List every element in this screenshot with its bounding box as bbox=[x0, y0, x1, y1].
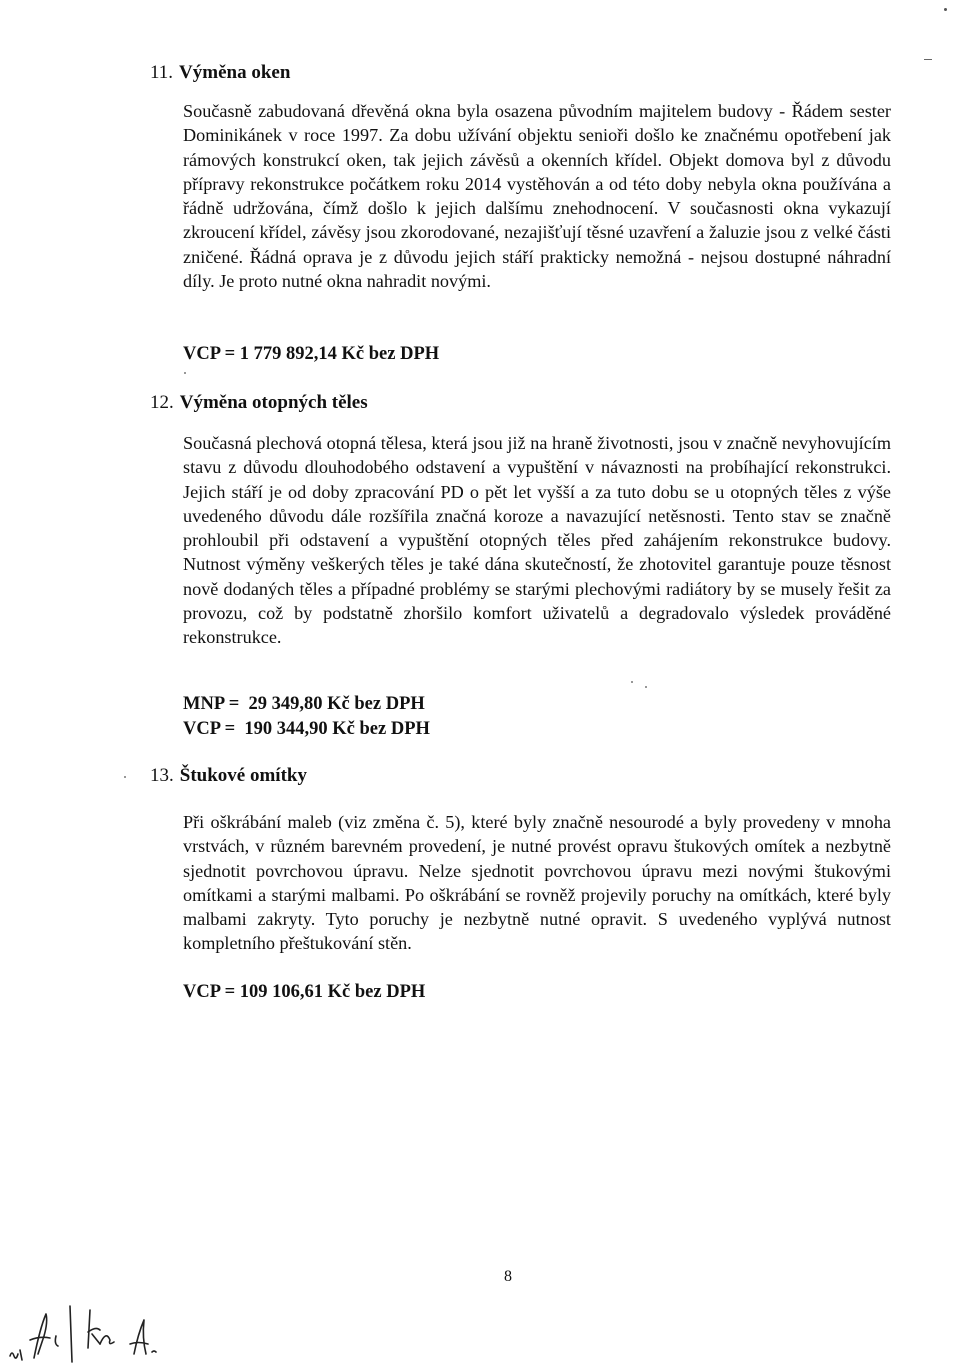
section-number: 13. bbox=[150, 765, 174, 786]
section-heading bbox=[150, 765, 307, 787]
section-paragraph: Současně zabudovaná dřevěná okna byla osazena původním majitelem budovy - Řádem sester Dominikánek v roce 1997. Za dobu užívání objektu senioři došlo ke značnému opotřebení jak rámových konstrukcí oken, tak jejich závěsů a okenních křídel. Objekt domova byl z důvodu přípravy rekonstrukce počátkem roku 2014 vystěhován a od této doby nebyla okna používána a řádně udržována, čímž došlo k jejich dalšímu znehodnocení. V současnosti okna vykazují zkroucení křídel, závěsy jsou zkorodované, nezajišťují těsné uzavření a žaluzie jsou z velké části zničené. Řádná oprava je z důvodu jejich stáří prakticky nemožná - nejsou dostupné náhradní díly. Je proto nutné okna nahradit novými. bbox=[183, 101, 891, 292]
price-line: VCP = 109 106,61 Kč bez DPH bbox=[183, 982, 426, 1002]
section-number: 12. bbox=[150, 392, 174, 413]
section-number: 11. bbox=[150, 62, 174, 83]
section-paragraph: Při oškrábání maleb (viz změna č. 5), které byly značně nesourodé a byly provedeny v mnoha vrstvách, v různém barevném provedení, je nutné provést opravu štukových omítek a nezbytně sjednotit povrchovou úpravu. Nelze sjednotit povrchovou úpravu mezi novými štukovými omítkami a starými malbami. Po oškrábání se rovněž projevily poruchy na omítkách, které byly malbami zakryty. Tyto poruchy je nezbytně nutné opravit. S uvedeného vyplývá nutnost kompletního přeštukování stěn. bbox=[183, 812, 891, 954]
speck bbox=[631, 681, 633, 683]
price-line: VCP = 190 344,90 Kč bez DPH bbox=[183, 719, 430, 739]
price-line: VCP = 1 779 892,14 Kč bez DPH bbox=[183, 344, 440, 364]
section-title: Výměna otopných těles bbox=[179, 392, 368, 413]
scan-mark bbox=[924, 59, 932, 60]
section-title: Štukové omítky bbox=[179, 765, 307, 786]
section-title: Výměna oken bbox=[179, 62, 291, 83]
speck bbox=[184, 372, 186, 374]
scan-mark bbox=[944, 8, 947, 11]
section-heading bbox=[150, 62, 290, 84]
speck bbox=[645, 686, 647, 688]
section-paragraph: Současná plechová otopná tělesa, která jsou již na hraně životnosti, jsou v značně nevyhovujícím stavu z důvodu dlouhodobého odstavení a vypuštění v návaznosti na probíhající rekonstrukci. Jejich stáří je od doby zpracování PD o pět let vyšší a za tuto dobu se u otopných těles z výše uvedeného důvodu dále rozšířila značná koroze a navazující netěsnosti. Tento stav se značně prohloubil při odstavení a vypuštění otopných těles před zahájením rekonstrukce budovy. Nutnost výměny veškerých těles je také dána skutečností, že zhotovitel garantuje pouze těsnost nově dodaných těles a případné problémy se starými plechovými radiátory by se musely řešit za provozu, což by podstatně zhoršilo komfort uživatelů a degradovalo výsledek prováděné rekonstrukce. bbox=[183, 433, 891, 648]
section-heading bbox=[150, 392, 368, 414]
price-line: MNP = 29 349,80 Kč bez DPH bbox=[183, 694, 425, 714]
handwritten-initials bbox=[4, 1288, 174, 1366]
page-number: 8 bbox=[504, 1268, 512, 1285]
speck bbox=[124, 776, 126, 778]
